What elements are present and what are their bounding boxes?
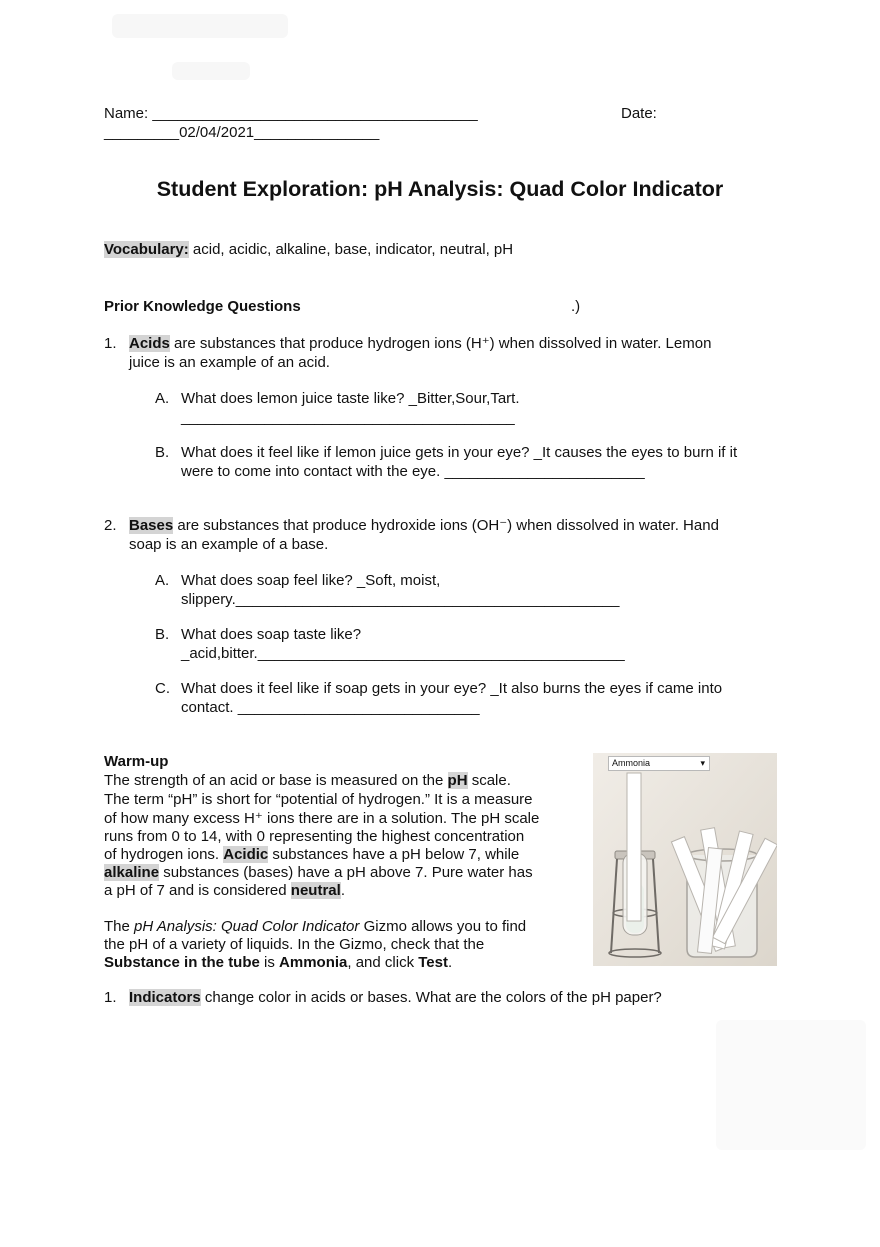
- question-text: [129, 334, 711, 353]
- warmup-heading: [104, 752, 168, 771]
- sub-question-text: What does lemon juice taste like? _Bitter,Sour,Tart.: [181, 390, 520, 407]
- text-run: Gizmo allows you to find: [359, 918, 527, 935]
- keyword-indicators: Indicators: [129, 989, 201, 1006]
- warmup-paragraph-line: [104, 881, 345, 900]
- scan-smudge: [716, 1020, 866, 1150]
- question-text-line2: juice is an example of an acid.: [129, 354, 330, 371]
- substance-dropdown-value: Ammonia: [612, 758, 651, 768]
- sub-question-text: What does soap feel like? _Soft, moist,: [181, 572, 441, 589]
- warmup-paragraph-line: [104, 771, 511, 790]
- sub-question-letter: B.: [155, 444, 170, 461]
- sub-question-answer: contact. _____________________________: [181, 699, 480, 716]
- name-field: [104, 104, 478, 123]
- sub-question-text: What does it feel like if lemon juice gets in your eye? _It causes the eyes to burn if it: [181, 444, 738, 461]
- warmup-paragraph-line: [104, 845, 519, 864]
- text-run: substances (bases) have a pH above 7. Pure water has: [159, 864, 533, 881]
- keyword-bases: Bases: [129, 517, 174, 534]
- text-run: substances have a pH below 7, while: [268, 846, 520, 863]
- date-value: _________02/04/2021_______________: [104, 124, 380, 141]
- sub-question-letter: A.: [155, 390, 170, 407]
- keyword-acids: Acids: [129, 335, 170, 352]
- question-number: 1.: [104, 989, 117, 1006]
- sub-question-text: What does soap taste like?: [181, 626, 362, 643]
- page-title: Student Exploration: pH Analysis: Quad Color Indicator: [156, 177, 724, 201]
- text-run: a pH of 7 and is considered: [104, 882, 291, 899]
- warmup-paragraph-line: the pH of a variety of liquids. In the Gizmo, check that the: [104, 936, 485, 953]
- warmup-title: Warm-up: [104, 753, 169, 770]
- text-run: The strength of an acid or base is measured on the: [104, 772, 448, 789]
- question-text: [129, 516, 719, 535]
- gizmo-scene: [593, 753, 777, 966]
- substance-dropdown[interactable]: [608, 756, 710, 771]
- chevron-down-icon: ▾: [700, 758, 705, 768]
- keyword-neutral: neutral: [290, 882, 341, 899]
- warmup-paragraph-line: [104, 917, 526, 936]
- text-run: .: [340, 882, 345, 899]
- question-text-line1: are substances that produce hydroxide ions (OH⁻) when dissolved in water. Hand: [173, 517, 719, 534]
- question-number: 1.: [104, 335, 117, 352]
- question-text: [129, 988, 662, 1007]
- vocabulary-label: Vocabulary:: [104, 241, 189, 258]
- sub-question-letter: C.: [155, 680, 170, 697]
- text-run: The: [104, 918, 135, 935]
- question-text-line2: soap is an example of a base.: [129, 536, 329, 553]
- name-blank: _______________________________________: [152, 105, 478, 122]
- warmup-paragraph-line: runs from 0 to 14, with 0 representing the highest concentration: [104, 828, 525, 845]
- prior-knowledge-heading: [104, 297, 301, 316]
- text-run: , and click: [347, 954, 419, 971]
- text-run: of hydrogen ions.: [104, 846, 224, 863]
- text-run: Substance in the tube: [104, 954, 260, 971]
- prior-knowledge-title: Prior Knowledge Questions: [104, 298, 301, 315]
- text-run: is: [259, 954, 280, 971]
- keyword-alkaline: alkaline: [104, 864, 160, 881]
- date-label: Date:: [621, 105, 657, 122]
- sub-question-letter: B.: [155, 626, 170, 643]
- keyword-acidic: Acidic: [223, 846, 269, 863]
- vocabulary: [104, 240, 513, 259]
- vocabulary-terms: acid, acidic, alkaline, base, indicator, neutral, pH: [188, 241, 514, 258]
- sub-question-text: What does it feel like if soap gets in your eye? _It also burns the eyes if came into: [181, 680, 723, 697]
- warmup-paragraph-line: of how many excess H⁺ ions there are in a solution. The pH scale: [104, 810, 540, 827]
- sub-question-letter: A.: [155, 572, 170, 589]
- ph-paper-strip: [627, 773, 641, 921]
- text-run: change color in acids or bases. What are the colors of the pH paper?: [200, 989, 662, 1006]
- prior-knowledge-trailing: .): [571, 298, 581, 315]
- keyword-ph: pH: [447, 772, 468, 789]
- sub-question-answer: slippery.______________________________________________: [181, 591, 620, 608]
- sub-question-answer: _acid,bitter.____________________________________________: [181, 645, 625, 662]
- text-run: Test: [418, 954, 448, 971]
- text-run: scale.: [467, 772, 511, 789]
- text-run: .: [447, 954, 453, 971]
- scan-smudge: [112, 14, 288, 38]
- name-label: Name:: [104, 105, 153, 122]
- answer-blank: ________________________________________: [181, 409, 515, 426]
- question-number: 2.: [104, 517, 117, 534]
- question-text-line1: are substances that produce hydrogen ions (H⁺) when dissolved in water. Lemon: [169, 335, 712, 352]
- gizmo-name: pH Analysis: Quad Color Indicator: [134, 918, 360, 935]
- gizmo-illustration: [593, 753, 777, 966]
- sub-question-answer: were to come into contact with the eye. ________________________: [181, 463, 645, 480]
- scan-smudge: [172, 62, 250, 80]
- warmup-paragraph-line: [104, 953, 452, 972]
- warmup-paragraph-line: The term “pH” is short for “potential of hydrogen.” It is a measure: [104, 791, 533, 808]
- warmup-paragraph-line: [104, 863, 533, 882]
- text-run: Ammonia: [279, 954, 348, 971]
